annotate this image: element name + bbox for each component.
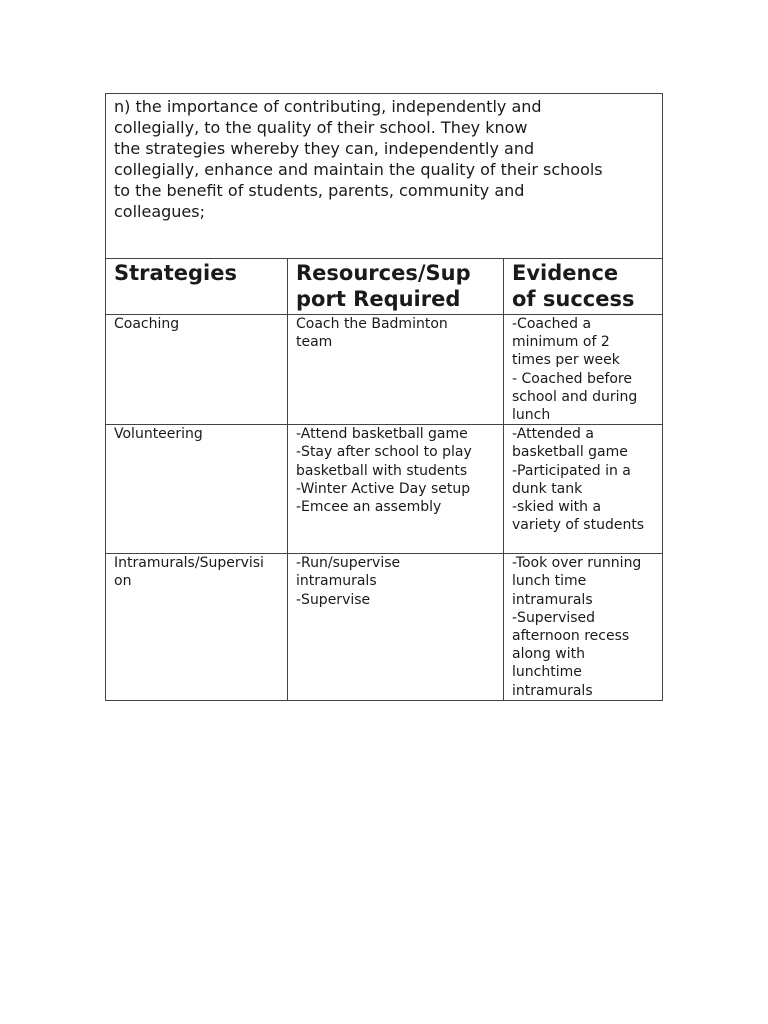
cell-line: -Took over running bbox=[512, 555, 642, 572]
intro-line: to the benefit of students, parents, community and bbox=[114, 181, 525, 200]
intro-row bbox=[106, 94, 663, 259]
cell-line: -Supervised bbox=[512, 609, 596, 626]
cell-line: Intramurals/Supervisi bbox=[114, 555, 264, 572]
strategy-cell bbox=[106, 315, 288, 425]
cell-line: Volunteering bbox=[114, 426, 203, 443]
evidence-cell bbox=[504, 425, 663, 554]
table-row bbox=[106, 554, 663, 701]
cell-line: intramurals bbox=[512, 682, 593, 699]
resources-cell bbox=[288, 425, 504, 554]
cell-line: times per week bbox=[512, 352, 620, 369]
header-line: Resources/Sup bbox=[296, 261, 471, 285]
header-line: Strategies bbox=[114, 261, 237, 285]
header-line: port Required bbox=[296, 287, 461, 311]
cell-line: Coaching bbox=[114, 316, 180, 332]
cell-line: lunch bbox=[512, 407, 551, 424]
cell-line: along with bbox=[512, 646, 585, 663]
cell-line: on bbox=[114, 573, 132, 590]
resources-cell bbox=[288, 315, 504, 425]
header-evidence bbox=[504, 259, 663, 315]
intro-line: n) the importance of contributing, independently and bbox=[114, 97, 542, 116]
strategy-cell bbox=[106, 554, 288, 701]
cell-line: school and during bbox=[512, 388, 638, 405]
cell-line: lunchtime bbox=[512, 664, 582, 681]
cell-line: team bbox=[296, 334, 333, 351]
cell-line: -Coached a bbox=[512, 316, 592, 332]
cell-line: variety of students bbox=[512, 517, 645, 534]
cell-line: -Winter Active Day setup bbox=[296, 480, 471, 497]
cell-line: -Emcee an assembly bbox=[296, 499, 442, 516]
cell-line: -Supervise bbox=[296, 591, 371, 608]
intro-line: colleagues; bbox=[114, 202, 205, 221]
table-row bbox=[106, 315, 663, 425]
cell-line: -Attended a bbox=[512, 426, 594, 443]
cell-line: -skied with a bbox=[512, 499, 602, 516]
header-resources bbox=[288, 259, 504, 315]
evidence-cell bbox=[504, 315, 663, 425]
resources-cell bbox=[288, 554, 504, 701]
cell-line: -Run/supervise bbox=[296, 555, 401, 572]
strategies-table bbox=[105, 93, 663, 701]
header-line: of success bbox=[512, 287, 635, 311]
table-row bbox=[106, 425, 663, 554]
intro-cell bbox=[106, 94, 663, 259]
intro-line: collegially, to the quality of their school. They know bbox=[114, 118, 528, 137]
strategy-cell bbox=[106, 425, 288, 554]
intro-line: the strategies whereby they can, independently and bbox=[114, 139, 535, 158]
cell-line: intramurals bbox=[296, 573, 377, 590]
cell-line: -Attend basketball game bbox=[296, 426, 468, 443]
header-row bbox=[106, 259, 663, 315]
cell-line: basketball with students bbox=[296, 462, 468, 479]
cell-line: minimum of 2 bbox=[512, 334, 610, 351]
cell-line: afternoon recess bbox=[512, 628, 630, 645]
header-line: Evidence bbox=[512, 261, 619, 285]
cell-line: Coach the Badminton bbox=[296, 316, 448, 332]
cell-line: basketball game bbox=[512, 444, 628, 461]
intro-line: collegially, enhance and maintain the quality of their schools bbox=[114, 160, 603, 179]
cell-line: -Participated in a bbox=[512, 462, 631, 479]
cell-line: lunch time bbox=[512, 573, 587, 590]
header-strategies bbox=[106, 259, 288, 315]
cell-line: - Coached before bbox=[512, 370, 632, 387]
evidence-cell bbox=[504, 554, 663, 701]
cell-line: -Stay after school to play bbox=[296, 444, 472, 461]
cell-line: intramurals bbox=[512, 591, 593, 608]
cell-line: dunk tank bbox=[512, 480, 583, 497]
